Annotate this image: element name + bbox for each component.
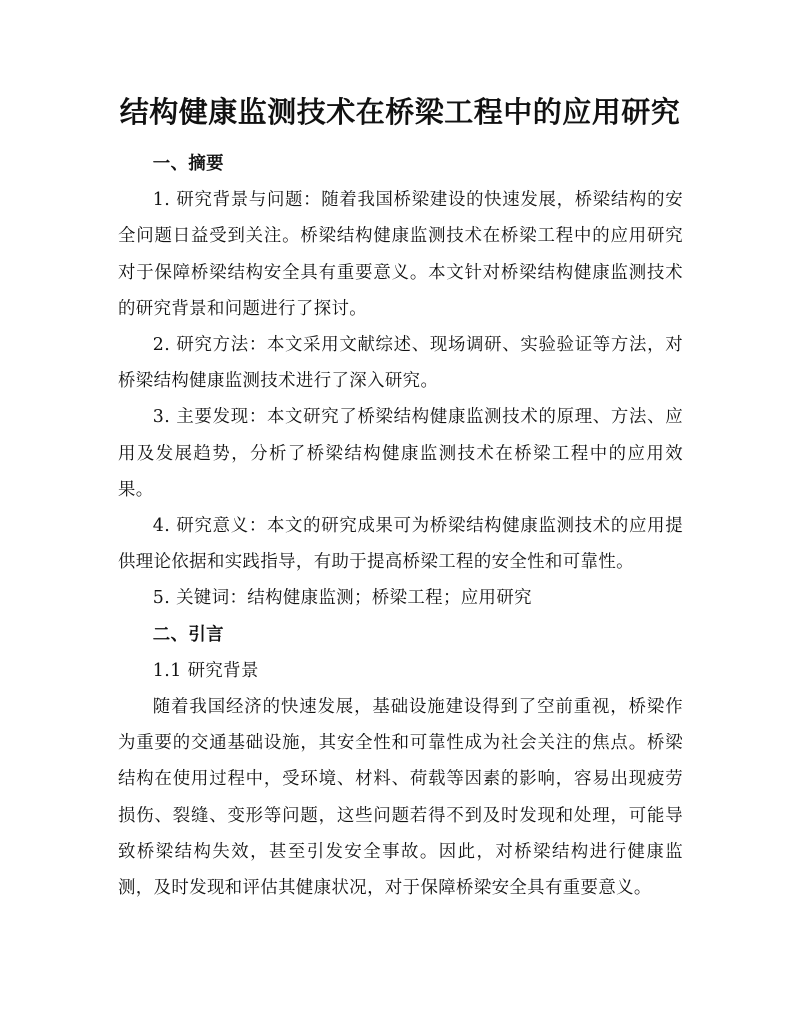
introduction-paragraph: 随着我国经济的快速发展，基础设施建设得到了空前重视，桥梁作为重要的交通基础设施，其安全性和可靠性成为社会关注的焦点。桥梁结构在使用过程中，受环境、材料、荷载等因素的影响，容易出现疲劳损伤、裂缝、变形等问题，这些问题若得不到及时发现和处理，可能导致桥梁结构失效，甚至引发安全事故。因此，对桥梁结构进行健康监测，及时发现和评估其健康状况，对于保障桥梁安全具有重要意义。	[118, 697, 683, 899]
subsection-heading-background: 1.1 研究背景	[152, 660, 259, 681]
abstract-item-methods: 2. 研究方法：本文采用文献综述、现场调研、实验验证等方法，对桥梁结构健康监测技术进行了深入研究。	[118, 335, 683, 392]
abstract-item-background: 1. 研究背景与问题：随着我国桥梁建设的快速发展，桥梁结构的安全问题日益受到关注。桥梁结构健康监测技术在桥梁工程中的应用研究对于保障桥梁结构安全具有重要意义。本文针对桥梁结构健康监测技术的研究背景和问题进行了探讨。	[118, 190, 683, 319]
document-title: 结构健康监测技术在桥梁工程中的应用研究	[119, 95, 681, 129]
section-heading-introduction: 二、引言	[152, 624, 224, 645]
abstract-item-findings: 3. 主要发现：本文研究了桥梁结构健康监测技术的原理、方法、应用及发展趋势，分析了桥梁结构健康监测技术在桥梁工程中的应用效果。	[118, 407, 683, 500]
abstract-item-keywords: 5. 关键词：结构健康监测；桥梁工程；应用研究	[152, 588, 532, 609]
document-body	[118, 146, 683, 906]
section-heading-abstract: 一、摘要	[152, 154, 224, 174]
abstract-item-significance: 4. 研究意义：本文的研究成果可为桥梁结构健康监测技术的应用提供理论依据和实践指导，有助于提高桥梁工程的安全性和可靠性。	[118, 516, 683, 573]
